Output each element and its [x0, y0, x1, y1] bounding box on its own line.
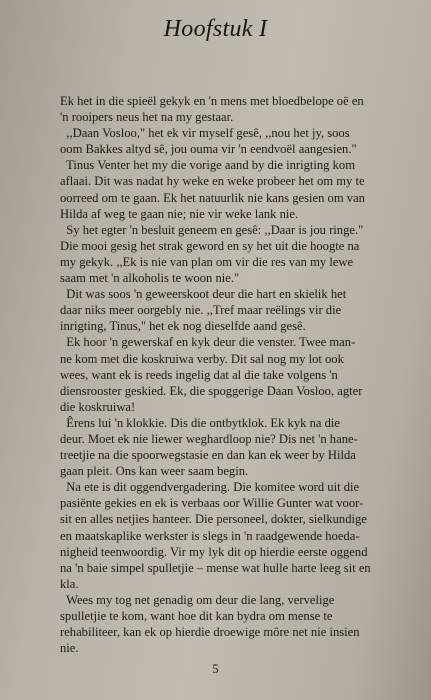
text-line: ,,Daan Vosloo," het ek vir myself gesê, ,,nou het jy, soos	[60, 126, 350, 141]
text-line: inrigting, Tinus," het ek nog dieselfde aand gesê.	[60, 319, 306, 334]
text-line: Dit was soos 'n geweerskoot deur die hart en skielik het	[60, 287, 347, 302]
text-line: daar niks meer oorgebly nie. ,,Tref maar reëlings vir die	[60, 303, 342, 318]
text-line: saam met 'n alkoholis te woon nie."	[60, 271, 240, 286]
text-line: pasiënte gekies en ek is verbaas oor Willie Gunter wat voor-	[60, 496, 364, 511]
text-line: die koskruiwa!	[60, 399, 136, 414]
text-line: Ek hoor 'n gewerskaf en kyk deur die venster. Twee man-	[60, 335, 356, 350]
page-number: 5	[212, 662, 219, 676]
text-line: wees, want ek is reeds ingelig dat al die take volgens 'n	[60, 367, 338, 382]
text-line: diensrooster geskied. Ek, die spoggerige Daan Vosloo, agter	[60, 383, 363, 398]
text-line: 'n rooipers neus het na my gestaar.	[60, 110, 234, 125]
text-line: nie.	[60, 641, 79, 656]
text-line: Die mooi gesig het strak geword en sy het uit die hoogte na	[60, 238, 360, 253]
text-line: Ek het in die spieël gekyk en 'n mens met bloedbelope oë en	[60, 94, 364, 108]
text-line: kla.	[60, 576, 79, 591]
text-line: nigheid teenwoordig. Vir my lyk dit op hierdie eerste oggend	[60, 544, 368, 559]
text-line: deur. Moet ek nie liewer weghardloop nie? Dis net 'n hane-	[60, 431, 358, 446]
text-line: my gekyk. ,,Ek is nie van plan om vir die res van my lewe	[60, 254, 354, 269]
text-line: Êrens lui 'n klokkie. Dis die ontbytklok. Ek kyk na die	[60, 415, 340, 430]
text-line: na 'n baie simpel spulletjie – mense wat hulle harte leeg sit en	[60, 560, 371, 575]
text-line: en maatskaplike werkster is slegs in 'n raadgewende hoeda-	[60, 528, 360, 543]
text-line: Wees my tog net genadig om deur die lang, vervelige	[60, 592, 335, 607]
text-line: aflaai. Dit was nadat hy weke en weke probeer het om my te	[60, 174, 365, 189]
text-line: Tinus Venter het my die vorige aand by die inrigting kom	[60, 158, 355, 173]
text-line: treetjie na die spoorwegstasie en dan kan ek weer by Hilda	[60, 448, 356, 463]
text-line: ne kom met die koskruiwa verby. Dit sal nog my lot ook	[60, 351, 344, 366]
text-line: sit en alles netjies hanteer. Die personeel, dokter, sielkundige	[60, 512, 367, 527]
text-line: gaan pleit. Ons kan weer saam begin.	[60, 464, 249, 479]
chapter-title: Hoofstuk I	[163, 16, 268, 42]
text-line: Hilda af weg te gaan nie; nie vir weke lank nie.	[60, 206, 299, 221]
text-line: oom Bakkes altyd sê, jou ouma vir 'n eendvoël aangesien."	[60, 142, 357, 157]
text-line: Sy het egter 'n besluit geneem en gesê: ,,Daar is jou ringe."	[60, 222, 364, 237]
text-line: oorreed om te gaan. Ek het natuurlik nie kans gesien om van	[60, 190, 365, 205]
text-line: Na ete is dit oggendvergadering. Die komitee word uit die	[60, 480, 360, 495]
text-line: rehabiliteer, kan ek op hierdie droewige môre net nie insien	[60, 625, 360, 640]
chapter-body-text	[60, 93, 396, 656]
text-line: spulletjie te kom, want hoe dit kan bydra om mense te	[60, 609, 333, 623]
